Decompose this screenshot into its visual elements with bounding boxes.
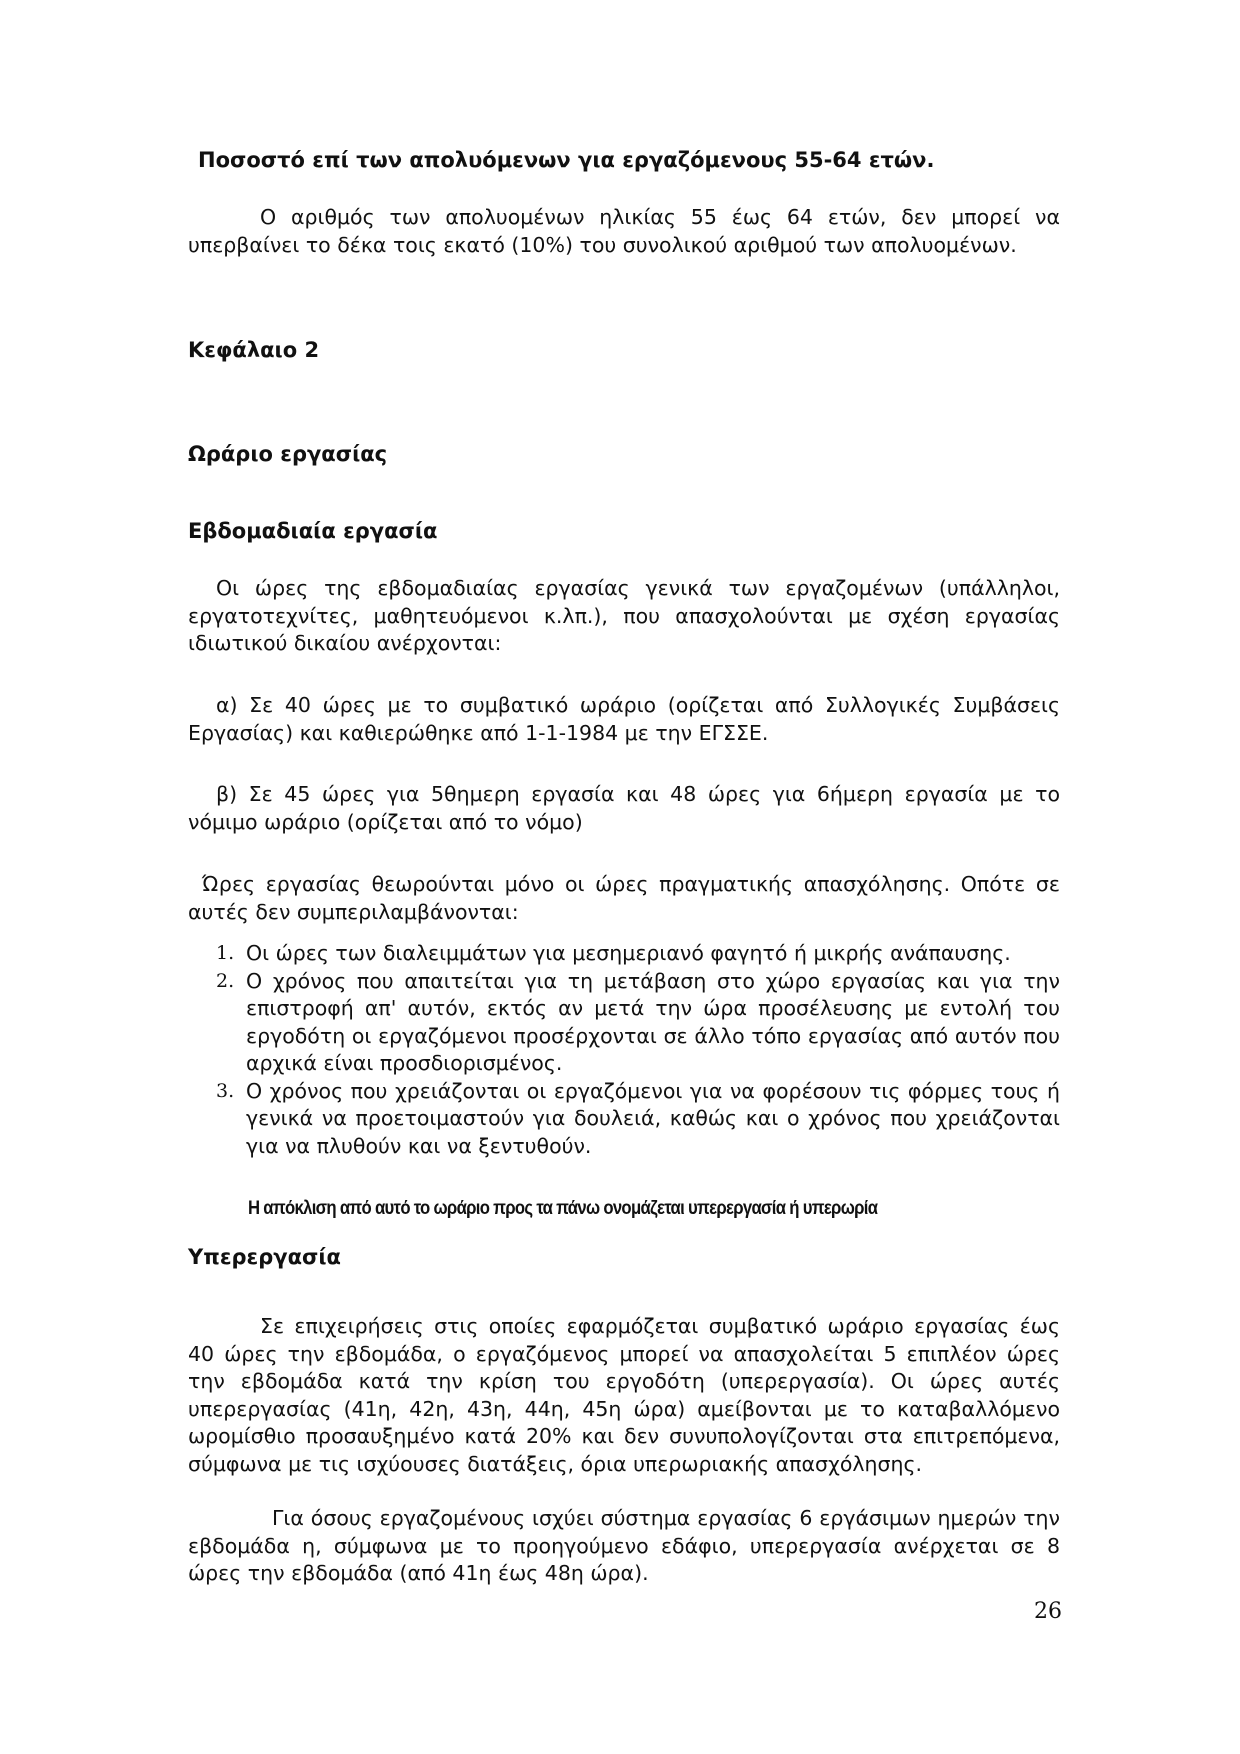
list-item bbox=[188, 1078, 1060, 1161]
list-item-text: Οι ώρες των διαλειμμάτων για μεσημεριανό φαγητό ή μικρής ανάπαυσης. bbox=[246, 941, 1011, 965]
section-heading: Ωράριο εργασίας bbox=[188, 442, 388, 466]
list-item-number: 1. bbox=[216, 942, 235, 964]
list-item bbox=[188, 968, 1060, 1078]
paragraph-overwork-40h: Σε επιχειρήσεις στις οποίες εφαρμόζεται συμβατικό ωράριο εργασίας έως 40 ώρες την εβδομάδα, ο εργαζόμενος μπορεί να απασχολείται 5 επιπλέον ώρες την εβδομάδα κατά την κρίση του εργοδότη (υπερεργασία). Οι ώρες αυτές υπερεργασίας (41η, 42η, 43η, 44η, 45η ώρα) αμείβονται με το καταβαλλόμενο ωρομίσθιο προσαυξημένο κατά 20% και δεν συνυπολογίζονται στα επιτρεπόμενα, σύμφωνα με τις ισχύουσες διατάξεις, όρια υπερωριακής απασχόλησης. bbox=[188, 1314, 1060, 1476]
list-item-number: 3. bbox=[216, 1079, 235, 1102]
page-number: 26 bbox=[1034, 1599, 1062, 1624]
subsection-heading-overwork: Υπερεργασία bbox=[188, 1245, 341, 1269]
paragraph-weekly-hours: Οι ώρες της εβδομαδιαίας εργασίας γενικά των εργαζομένων (υπάλληλοι, εργατοτεχνίτες, μαθητευόμενοι κ.λπ.), που απασχολούνται με σχέση εργασίας ιδιωτικού δικαίου ανέρχονται: bbox=[188, 576, 1060, 655]
list-item-text: Ο χρόνος που απαιτείται για τη μετάβαση στο χώρο εργασίας και για την επιστροφή απ' αυτόν, εκτός αν μετά την ώρα προσέλευσης με εντολή του εργοδότη οι εργαζόμενοι προσέρχονται σε άλλο τόπο εργασίας από αυτόν που αρχικά είναι προσδιορισμένος. bbox=[246, 968, 1060, 1075]
exclusions-list bbox=[188, 940, 1060, 1160]
heading-dismissal-rate: Ποσοστό επί των απολυόμενων για εργαζόμενους 55-64 ετών. bbox=[198, 148, 935, 172]
list-item bbox=[188, 940, 1060, 968]
overtime-definition-note: Η απόκλιση από αυτό το ωράριο προς τα πάνω ονομάζεται υπερεργασία ή υπερωρία bbox=[248, 1198, 878, 1219]
paragraph-dismissal-rate: Ο αριθμός των απολυομένων ηλικίας 55 έως 64 ετών, δεν μπορεί να υπερβαίνει το δέκα τοις εκατό (10%) του συνολικού αριθμού των απολυομένων. bbox=[188, 205, 1060, 257]
paragraph-working-hours-definition: Ώρες εργασίας θεωρούνται μόνο οι ώρες πραγματικής απασχόλησης. Οπότε σε αυτές δεν συμπεριλαμβάνονται: bbox=[188, 872, 1060, 924]
subsection-heading-weekly: Εβδομαδιαία εργασία bbox=[188, 519, 438, 543]
list-item-number: 2. bbox=[216, 969, 235, 992]
paragraph-option-a: α) Σε 40 ώρες με το συμβατικό ωράριο (ορίζεται από Συλλογικές Συμβάσεις Εργασίας) και καθιερώθηκε από 1-1-1984 με την ΕΓΣΣΕ. bbox=[188, 693, 1060, 745]
paragraph-overwork-6day: Για όσους εργαζομένους ισχύει σύστημα εργασίας 6 εργάσιμων ημερών την εβδομάδα η, σύμφωνα με το προηγούμενο εδάφιο, υπερεργασία ανέρχεται σε 8 ώρες την εβδομάδα (από 41η έως 48η ώρα). bbox=[188, 1506, 1060, 1585]
list-item-text: Ο χρόνος που χρειάζονται οι εργαζόμενοι για να φορέσουν τις φόρμες τους ή γενικά να προετοιμαστούν για δουλειά, καθώς και ο χρόνος που χρειάζονται για να πλυθούν και να ξεντυθούν. bbox=[246, 1078, 1060, 1158]
chapter-heading: Κεφάλαιο 2 bbox=[188, 338, 320, 362]
paragraph-option-b: β) Σε 45 ώρες για 5θημερη εργασία και 48 ώρες για 6ήμερη εργασία με το νόμιμο ωράριο (ορίζεται από το νόμο) bbox=[188, 782, 1060, 834]
